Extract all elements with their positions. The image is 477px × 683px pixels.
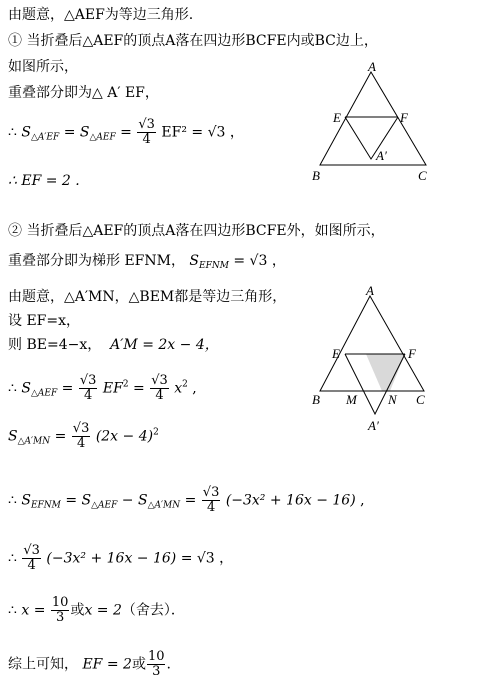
- intro-line: 由题意，△AEF为等边三角形.: [8, 7, 194, 23]
- fig2-label-E: E: [332, 346, 340, 361]
- area-equation-1: ∴ $S_{\triangle A'EF} = S_{\triangle AEF}$ = $\frac{√3}{4}$ EF² = √3 ，: [8, 117, 244, 147]
- solution-line: ∴ x = $\frac{10}{3}$ 或x = 2（舍去）．: [8, 595, 185, 625]
- subscript-aef: △AEF: [89, 132, 116, 143]
- case1-line: ① 当折叠后△AEF的顶点A落在四边形BCFE内或BC边上，: [8, 33, 378, 49]
- fig1-label-E: E: [333, 110, 341, 125]
- therefore-symbol: ∴: [8, 124, 17, 141]
- overlap-triangle-line: 重叠部分即为△ A′ EF，: [8, 85, 159, 101]
- fig2-label-B: B: [312, 392, 320, 407]
- fig2-label-F: F: [408, 346, 416, 361]
- fig1-label-A-prime: A′: [376, 148, 387, 163]
- case2-line: ② 当折叠后△AEF的顶点A落在四边形BCFE外，如图所示，: [8, 223, 385, 239]
- fig1-label-F: F: [400, 110, 408, 125]
- be-line: 则 BE=4−x， A′M = 2x − 4，: [8, 337, 219, 353]
- area-equation-3: $S_{\triangle A'MN}$ = $\frac{√3}{4}$ $(2x - 4)^2$: [8, 421, 159, 451]
- area-equation-4: ∴ $S_{EFNM} = S_{\triangle AEF} - S_{\triangle A'MN}$ = $\frac{√3}{4}$ (−3x² + 16x − 16) ,: [8, 485, 365, 515]
- equilateral-line: 由题意，△A′MN，△BEM都是等边三角形，: [8, 289, 287, 305]
- ef-result-line: ∴ EF = 2 .: [8, 173, 80, 189]
- area-equation-5: ∴ $\frac{√3}{4}$ (−3x² + 16x − 16) = √3 ，: [8, 543, 234, 573]
- fig1-label-C: C: [418, 168, 427, 183]
- conclusion-line: 综上可知， EF = 2或 $\frac{10}{3}$ .: [8, 649, 171, 679]
- fig2-label-A: A: [366, 284, 374, 298]
- fig1-label-A: A: [368, 60, 376, 74]
- let-ef-line: 设 EF=x，: [8, 313, 81, 329]
- fraction-sqrt3-over-4: $\frac{√3}{4}$: [138, 117, 155, 147]
- fig2-label-A-prime: A′: [368, 418, 379, 433]
- ef-squared-result: EF² = √3 ，: [161, 124, 244, 141]
- area-equation-2: ∴ $S_{\triangle AEF}$ = $\frac{√3}{4}$ $EF^2$ = $\frac{√3}{4}$ $x^2$ ,: [8, 373, 197, 403]
- as-shown-line: 如图所示，: [8, 59, 78, 75]
- figure-folded-triangle-outside: [308, 284, 438, 434]
- fig2-label-C: C: [416, 392, 425, 407]
- figure-folded-triangle-inside: [308, 60, 438, 184]
- overlap-shaded-region: [366, 354, 405, 391]
- fig2-label-N: N: [388, 392, 397, 407]
- fig1-label-B: B: [312, 168, 320, 183]
- subscript-apef: △A′EF: [30, 132, 60, 143]
- trapezoid-line: 重叠部分即为梯形 EFNM， $S_{EFNM} = √3$ ，: [8, 253, 286, 271]
- fig2-label-M: M: [346, 392, 357, 407]
